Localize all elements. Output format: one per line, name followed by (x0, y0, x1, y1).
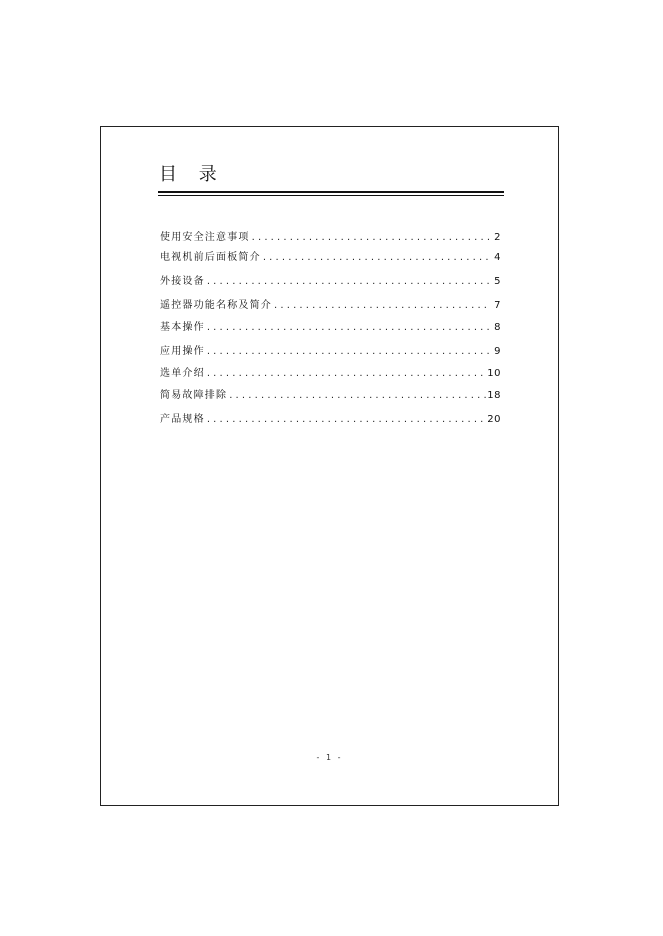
toc-entry-page: 10 (487, 368, 501, 379)
toc-entry-leader (205, 345, 491, 359)
toc-entry-label: 遥控器功能名称及简介 (160, 300, 272, 311)
toc-title: 目 录 (159, 164, 225, 185)
toc-entry[interactable] (160, 251, 501, 265)
toc-entry-page: 2 (494, 232, 501, 243)
toc-entry-page: 20 (487, 414, 501, 425)
toc-entry-label: 外接设备 (160, 276, 205, 287)
toc-entry-page: 9 (494, 346, 501, 357)
title-rule-thick (158, 191, 504, 193)
toc-entry[interactable] (160, 367, 501, 381)
toc-entry[interactable] (160, 231, 501, 245)
title-rule-thin (158, 195, 504, 196)
toc-entry-page: 8 (494, 322, 501, 333)
toc-entry[interactable] (160, 275, 501, 289)
page-frame (100, 126, 559, 806)
toc-entry-leader (272, 299, 491, 313)
toc-entry[interactable] (160, 299, 501, 313)
toc-list (160, 231, 501, 427)
toc-entry-leader (250, 231, 491, 245)
page-number: - 1 - (316, 753, 343, 762)
toc-entry-leader (227, 389, 487, 403)
toc-entry-leader (261, 251, 491, 265)
toc-entry-page: 4 (494, 252, 501, 263)
toc-entry[interactable] (160, 321, 501, 335)
toc-entry-label: 电视机前后面板简介 (160, 252, 261, 263)
toc-entry-page: 18 (487, 390, 501, 401)
toc-entry-label: 产品规格 (160, 414, 205, 425)
toc-entry-leader (205, 275, 491, 289)
toc-entry-page: 7 (494, 300, 501, 311)
toc-entry[interactable] (160, 389, 501, 403)
toc-entry-label: 基本操作 (160, 322, 205, 333)
toc-entry-label: 简易故障排除 (160, 390, 228, 401)
toc-entry-leader (205, 413, 487, 427)
toc-entry[interactable] (160, 345, 501, 359)
toc-entry-leader (205, 321, 491, 335)
toc-entry-label: 应用操作 (160, 346, 205, 357)
toc-entry-leader (205, 367, 487, 381)
toc-entry[interactable] (160, 413, 501, 427)
toc-entry-label: 使用安全注意事项 (160, 232, 250, 243)
toc-entry-label: 选单介绍 (160, 368, 205, 379)
toc-entry-page: 5 (494, 276, 501, 287)
